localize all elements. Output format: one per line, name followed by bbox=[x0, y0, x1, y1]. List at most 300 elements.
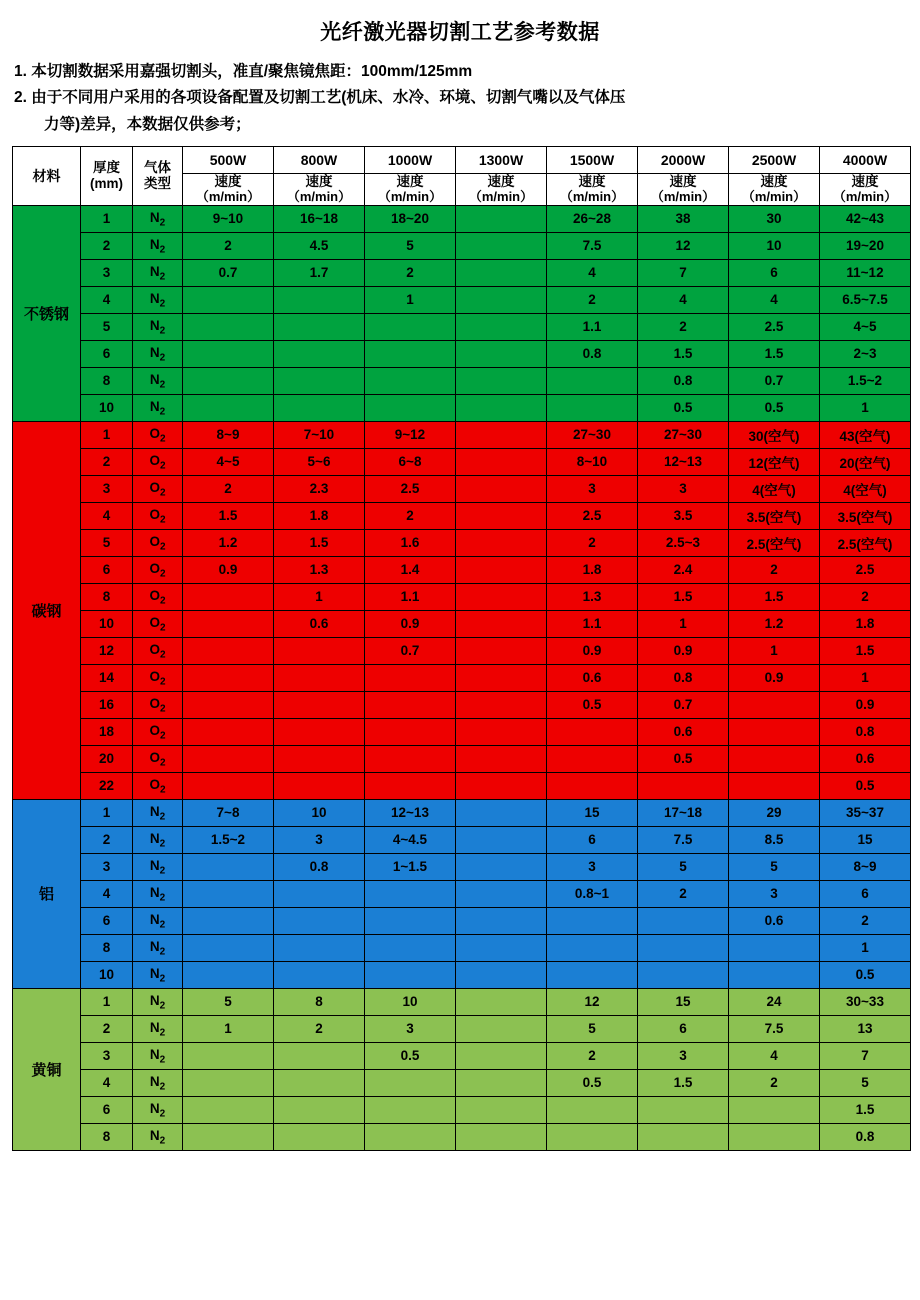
speed-cell-500w bbox=[183, 394, 274, 421]
speed-cell-2500w bbox=[729, 745, 820, 772]
speed-cell-2500w: 24 bbox=[729, 988, 820, 1015]
speed-cell-2000w: 0.5 bbox=[638, 394, 729, 421]
speed-cell-1300w bbox=[456, 880, 547, 907]
speed-cell-500w bbox=[183, 313, 274, 340]
speed-cell-2500w bbox=[729, 691, 820, 718]
table-row bbox=[13, 880, 911, 907]
header-power-1300w: 1300W bbox=[456, 146, 547, 173]
speed-cell-1500w: 7.5 bbox=[547, 232, 638, 259]
speed-cell-500w bbox=[183, 1042, 274, 1069]
speed-unit: （m/min） bbox=[832, 188, 898, 204]
gas-cell: $N_2$ bbox=[133, 394, 183, 421]
speed-cell-2500w bbox=[729, 934, 820, 961]
thickness-cell: 8 bbox=[81, 367, 133, 394]
speed-cell-4000w: 4~5 bbox=[820, 313, 911, 340]
gas-cell: $N_2$ bbox=[133, 205, 183, 232]
gas-cell: $O_2$ bbox=[133, 556, 183, 583]
speed-cell-1300w bbox=[456, 583, 547, 610]
speed-cell-2500w: 4 bbox=[729, 1042, 820, 1069]
thickness-cell: 3 bbox=[81, 1042, 133, 1069]
speed-cell-4000w: 20(空气) bbox=[820, 448, 911, 475]
table-row bbox=[13, 1123, 911, 1150]
speed-cell-800w: 2.3 bbox=[274, 475, 365, 502]
gas-cell: $N_2$ bbox=[133, 934, 183, 961]
speed-cell-2500w: 5 bbox=[729, 853, 820, 880]
table-row bbox=[13, 907, 911, 934]
speed-cell-2000w: 1.5 bbox=[638, 583, 729, 610]
table-row bbox=[13, 745, 911, 772]
speed-cell-4000w: 4(空气) bbox=[820, 475, 911, 502]
speed-cell-2000w: 7 bbox=[638, 259, 729, 286]
speed-cell-1500w: 3 bbox=[547, 475, 638, 502]
thickness-cell: 14 bbox=[81, 664, 133, 691]
table-row bbox=[13, 259, 911, 286]
speed-cell-500w bbox=[183, 367, 274, 394]
speed-cell-1300w bbox=[456, 367, 547, 394]
speed-cell-2000w: 0.7 bbox=[638, 691, 729, 718]
speed-cell-4000w: 3.5(空气) bbox=[820, 502, 911, 529]
table-row bbox=[13, 772, 911, 799]
speed-cell-1500w bbox=[547, 745, 638, 772]
speed-unit: （m/min） bbox=[559, 188, 625, 204]
speed-cell-500w bbox=[183, 745, 274, 772]
speed-cell-2000w: 0.8 bbox=[638, 367, 729, 394]
speed-cell-1500w: 2.5 bbox=[547, 502, 638, 529]
gas-cell: $N_2$ bbox=[133, 988, 183, 1015]
speed-cell-4000w: 11~12 bbox=[820, 259, 911, 286]
table-row bbox=[13, 313, 911, 340]
header-gas-line1: 气体 bbox=[144, 159, 171, 175]
speed-cell-2500w: 1.5 bbox=[729, 340, 820, 367]
speed-cell-2500w: 7.5 bbox=[729, 1015, 820, 1042]
thickness-cell: 2 bbox=[81, 1015, 133, 1042]
speed-cell-500w bbox=[183, 664, 274, 691]
speed-cell-800w: 0.6 bbox=[274, 610, 365, 637]
speed-cell-2500w: 8.5 bbox=[729, 826, 820, 853]
speed-cell-1300w bbox=[456, 853, 547, 880]
table-row bbox=[13, 556, 911, 583]
speed-cell-1000w bbox=[365, 718, 456, 745]
speed-cell-800w bbox=[274, 394, 365, 421]
speed-unit: （m/min） bbox=[650, 188, 716, 204]
table-row bbox=[13, 286, 911, 313]
speed-cell-1300w bbox=[456, 313, 547, 340]
speed-cell-2500w: 29 bbox=[729, 799, 820, 826]
gas-cell: $O_2$ bbox=[133, 421, 183, 448]
table-row bbox=[13, 1096, 911, 1123]
speed-cell-800w bbox=[274, 907, 365, 934]
header-power-500w: 500W bbox=[183, 146, 274, 173]
speed-cell-1300w bbox=[456, 718, 547, 745]
speed-cell-1500w: 3 bbox=[547, 853, 638, 880]
thickness-cell: 4 bbox=[81, 502, 133, 529]
speed-cell-1500w: 0.5 bbox=[547, 691, 638, 718]
speed-unit: （m/min） bbox=[195, 188, 261, 204]
speed-cell-500w: 1.5~2 bbox=[183, 826, 274, 853]
table-row bbox=[13, 988, 911, 1015]
speed-cell-800w bbox=[274, 1123, 365, 1150]
speed-cell-1500w bbox=[547, 718, 638, 745]
speed-cell-2000w: 3 bbox=[638, 1042, 729, 1069]
thickness-cell: 8 bbox=[81, 1123, 133, 1150]
table-row bbox=[13, 853, 911, 880]
speed-cell-1300w bbox=[456, 664, 547, 691]
table-row bbox=[13, 421, 911, 448]
gas-cell: $N_2$ bbox=[133, 340, 183, 367]
speed-cell-500w: 7~8 bbox=[183, 799, 274, 826]
speed-label: 速度 bbox=[669, 173, 697, 189]
thickness-cell: 10 bbox=[81, 394, 133, 421]
header-speed-2000w bbox=[638, 173, 729, 205]
speed-cell-4000w: 2 bbox=[820, 907, 911, 934]
gas-cell: $O_2$ bbox=[133, 502, 183, 529]
speed-cell-800w: 0.8 bbox=[274, 853, 365, 880]
speed-cell-500w bbox=[183, 1069, 274, 1096]
speed-cell-1500w bbox=[547, 934, 638, 961]
table-row bbox=[13, 961, 911, 988]
speed-cell-4000w: 15 bbox=[820, 826, 911, 853]
table-row bbox=[13, 610, 911, 637]
speed-cell-1300w bbox=[456, 259, 547, 286]
gas-cell: $N_2$ bbox=[133, 367, 183, 394]
speed-cell-500w bbox=[183, 853, 274, 880]
header-speed-2500w bbox=[729, 173, 820, 205]
header-power-2000w: 2000W bbox=[638, 146, 729, 173]
speed-cell-800w: 1.3 bbox=[274, 556, 365, 583]
speed-cell-2000w bbox=[638, 934, 729, 961]
cutting-parameters-table bbox=[12, 146, 911, 1151]
speed-cell-800w: 16~18 bbox=[274, 205, 365, 232]
speed-cell-4000w: 6 bbox=[820, 880, 911, 907]
speed-cell-2000w: 5 bbox=[638, 853, 729, 880]
gas-cell: $N_2$ bbox=[133, 1069, 183, 1096]
speed-cell-500w bbox=[183, 583, 274, 610]
speed-cell-500w bbox=[183, 934, 274, 961]
speed-cell-2500w: 2 bbox=[729, 1069, 820, 1096]
speed-cell-1000w: 1 bbox=[365, 286, 456, 313]
note-2-cont: 力等)差异，本数据仅供参考； bbox=[44, 115, 251, 133]
speed-cell-1300w bbox=[456, 826, 547, 853]
gas-cell: $N_2$ bbox=[133, 259, 183, 286]
header-gas-line2: 类型 bbox=[144, 175, 171, 191]
speed-cell-4000w: 5 bbox=[820, 1069, 911, 1096]
speed-cell-1300w bbox=[456, 448, 547, 475]
speed-cell-1300w bbox=[456, 340, 547, 367]
speed-cell-1300w bbox=[456, 988, 547, 1015]
speed-cell-4000w: 0.8 bbox=[820, 1123, 911, 1150]
speed-cell-2500w bbox=[729, 1096, 820, 1123]
thickness-cell: 12 bbox=[81, 637, 133, 664]
speed-cell-1300w bbox=[456, 934, 547, 961]
speed-cell-2500w: 12(空气) bbox=[729, 448, 820, 475]
gas-cell: $N_2$ bbox=[133, 1042, 183, 1069]
speed-label: 速度 bbox=[214, 173, 242, 189]
speed-cell-4000w: 1.5~2 bbox=[820, 367, 911, 394]
speed-cell-2000w: 6 bbox=[638, 1015, 729, 1042]
speed-cell-2000w: 0.6 bbox=[638, 718, 729, 745]
speed-cell-1500w: 1.1 bbox=[547, 610, 638, 637]
table-row bbox=[13, 367, 911, 394]
speed-unit: （m/min） bbox=[286, 188, 352, 204]
speed-cell-4000w: 1 bbox=[820, 664, 911, 691]
speed-cell-1500w: 0.6 bbox=[547, 664, 638, 691]
gas-cell: $O_2$ bbox=[133, 664, 183, 691]
speed-cell-500w: 2 bbox=[183, 475, 274, 502]
speed-cell-1500w: 26~28 bbox=[547, 205, 638, 232]
table-row bbox=[13, 718, 911, 745]
speed-cell-4000w: 1 bbox=[820, 394, 911, 421]
speed-cell-500w bbox=[183, 637, 274, 664]
speed-cell-1000w bbox=[365, 340, 456, 367]
speed-cell-1000w: 4~4.5 bbox=[365, 826, 456, 853]
speed-label: 速度 bbox=[487, 173, 515, 189]
speed-cell-1500w: 0.8~1 bbox=[547, 880, 638, 907]
table-row bbox=[13, 826, 911, 853]
speed-cell-2500w: 0.5 bbox=[729, 394, 820, 421]
thickness-cell: 4 bbox=[81, 880, 133, 907]
speed-cell-2000w bbox=[638, 1123, 729, 1150]
speed-cell-1300w bbox=[456, 1123, 547, 1150]
table-header bbox=[13, 146, 911, 205]
speed-cell-500w bbox=[183, 286, 274, 313]
speed-cell-1000w: 0.7 bbox=[365, 637, 456, 664]
speed-cell-1300w bbox=[456, 1069, 547, 1096]
gas-cell: $O_2$ bbox=[133, 529, 183, 556]
speed-cell-800w: 1 bbox=[274, 583, 365, 610]
speed-cell-500w: 1 bbox=[183, 1015, 274, 1042]
speed-cell-2500w: 3.5(空气) bbox=[729, 502, 820, 529]
table-row bbox=[13, 583, 911, 610]
speed-cell-4000w: 0.5 bbox=[820, 772, 911, 799]
gas-cell: $N_2$ bbox=[133, 232, 183, 259]
speed-cell-1500w: 0.8 bbox=[547, 340, 638, 367]
speed-cell-2000w bbox=[638, 961, 729, 988]
speed-cell-800w bbox=[274, 772, 365, 799]
speed-cell-800w: 1.5 bbox=[274, 529, 365, 556]
speed-cell-4000w: 6.5~7.5 bbox=[820, 286, 911, 313]
thickness-cell: 6 bbox=[81, 907, 133, 934]
speed-cell-1500w: 5 bbox=[547, 1015, 638, 1042]
speed-cell-1300w bbox=[456, 1015, 547, 1042]
speed-cell-500w bbox=[183, 1096, 274, 1123]
speed-cell-500w bbox=[183, 772, 274, 799]
speed-cell-2500w: 2.5(空气) bbox=[729, 529, 820, 556]
speed-cell-1300w bbox=[456, 475, 547, 502]
thickness-cell: 4 bbox=[81, 286, 133, 313]
speed-cell-500w bbox=[183, 340, 274, 367]
speed-cell-2000w: 0.5 bbox=[638, 745, 729, 772]
header-thickness-line2: (mm) bbox=[90, 175, 123, 191]
speed-cell-2500w: 0.9 bbox=[729, 664, 820, 691]
gas-cell: $N_2$ bbox=[133, 880, 183, 907]
speed-cell-800w: 1.8 bbox=[274, 502, 365, 529]
speed-cell-500w bbox=[183, 961, 274, 988]
speed-cell-1500w: 27~30 bbox=[547, 421, 638, 448]
speed-cell-2000w: 3.5 bbox=[638, 502, 729, 529]
speed-cell-2000w bbox=[638, 1096, 729, 1123]
speed-cell-500w bbox=[183, 1123, 274, 1150]
table-body bbox=[13, 205, 911, 1150]
speed-cell-2000w: 12~13 bbox=[638, 448, 729, 475]
speed-cell-1500w: 2 bbox=[547, 286, 638, 313]
thickness-cell: 2 bbox=[81, 826, 133, 853]
speed-cell-1000w bbox=[365, 907, 456, 934]
speed-cell-2000w: 1 bbox=[638, 610, 729, 637]
header-speed-500w bbox=[183, 173, 274, 205]
notes-block bbox=[14, 60, 908, 136]
speed-cell-4000w: 2~3 bbox=[820, 340, 911, 367]
speed-cell-2000w: 2 bbox=[638, 313, 729, 340]
thickness-cell: 6 bbox=[81, 340, 133, 367]
table-row bbox=[13, 664, 911, 691]
speed-cell-1300w bbox=[456, 232, 547, 259]
speed-cell-1300w bbox=[456, 610, 547, 637]
speed-cell-1500w bbox=[547, 367, 638, 394]
speed-cell-1300w bbox=[456, 1096, 547, 1123]
speed-cell-1000w bbox=[365, 394, 456, 421]
gas-cell: $O_2$ bbox=[133, 745, 183, 772]
header-speed-1300w bbox=[456, 173, 547, 205]
material-cell: 铝 bbox=[13, 799, 81, 988]
speed-cell-1000w bbox=[365, 772, 456, 799]
thickness-cell: 1 bbox=[81, 799, 133, 826]
thickness-cell: 3 bbox=[81, 475, 133, 502]
speed-cell-2000w bbox=[638, 772, 729, 799]
speed-cell-1500w bbox=[547, 961, 638, 988]
speed-cell-2500w bbox=[729, 718, 820, 745]
speed-cell-4000w: 0.9 bbox=[820, 691, 911, 718]
speed-cell-800w: 8 bbox=[274, 988, 365, 1015]
gas-cell: $O_2$ bbox=[133, 583, 183, 610]
speed-cell-1300w bbox=[456, 772, 547, 799]
table-row bbox=[13, 691, 911, 718]
speed-cell-1500w bbox=[547, 772, 638, 799]
table-row bbox=[13, 475, 911, 502]
speed-cell-2000w: 27~30 bbox=[638, 421, 729, 448]
speed-cell-1500w bbox=[547, 1123, 638, 1150]
speed-label: 速度 bbox=[578, 173, 606, 189]
speed-cell-2500w bbox=[729, 772, 820, 799]
speed-cell-1000w bbox=[365, 691, 456, 718]
speed-unit: （m/min） bbox=[468, 188, 534, 204]
speed-cell-4000w: 2 bbox=[820, 583, 911, 610]
speed-cell-800w bbox=[274, 745, 365, 772]
speed-cell-1000w: 2 bbox=[365, 259, 456, 286]
thickness-cell: 5 bbox=[81, 529, 133, 556]
speed-cell-800w bbox=[274, 961, 365, 988]
thickness-cell: 1 bbox=[81, 988, 133, 1015]
speed-cell-2500w: 1.5 bbox=[729, 583, 820, 610]
speed-cell-1300w bbox=[456, 529, 547, 556]
speed-cell-2000w: 0.9 bbox=[638, 637, 729, 664]
header-power-1000w: 1000W bbox=[365, 146, 456, 173]
page-title: 光纤激光器切割工艺参考数据 bbox=[320, 21, 600, 44]
speed-cell-1300w bbox=[456, 691, 547, 718]
speed-cell-1000w: 10 bbox=[365, 988, 456, 1015]
speed-cell-2500w: 1.2 bbox=[729, 610, 820, 637]
speed-cell-1300w bbox=[456, 907, 547, 934]
material-cell: 碳钢 bbox=[13, 421, 81, 799]
gas-cell: $N_2$ bbox=[133, 853, 183, 880]
table-row bbox=[13, 448, 911, 475]
speed-cell-500w bbox=[183, 691, 274, 718]
speed-cell-1500w: 15 bbox=[547, 799, 638, 826]
speed-cell-1300w bbox=[456, 502, 547, 529]
thickness-cell: 10 bbox=[81, 610, 133, 637]
speed-cell-1000w: 6~8 bbox=[365, 448, 456, 475]
gas-cell: $N_2$ bbox=[133, 1096, 183, 1123]
gas-cell: $N_2$ bbox=[133, 961, 183, 988]
speed-cell-2500w: 0.7 bbox=[729, 367, 820, 394]
header-power-800w: 800W bbox=[274, 146, 365, 173]
speed-cell-1500w bbox=[547, 1096, 638, 1123]
speed-cell-800w: 1.7 bbox=[274, 259, 365, 286]
thickness-cell: 2 bbox=[81, 232, 133, 259]
gas-cell: $O_2$ bbox=[133, 475, 183, 502]
speed-label: 速度 bbox=[851, 173, 879, 189]
speed-cell-1300w bbox=[456, 961, 547, 988]
speed-cell-1300w bbox=[456, 421, 547, 448]
speed-cell-4000w: 7 bbox=[820, 1042, 911, 1069]
thickness-cell: 3 bbox=[81, 259, 133, 286]
speed-cell-500w: 9~10 bbox=[183, 205, 274, 232]
speed-cell-1000w: 1.4 bbox=[365, 556, 456, 583]
speed-cell-2500w: 2.5 bbox=[729, 313, 820, 340]
speed-cell-1300w bbox=[456, 637, 547, 664]
speed-cell-800w bbox=[274, 313, 365, 340]
speed-cell-500w bbox=[183, 880, 274, 907]
speed-cell-800w: 10 bbox=[274, 799, 365, 826]
speed-cell-500w: 8~9 bbox=[183, 421, 274, 448]
material-cell: 黄铜 bbox=[13, 988, 81, 1150]
speed-cell-4000w: 0.6 bbox=[820, 745, 911, 772]
thickness-cell: 2 bbox=[81, 448, 133, 475]
speed-cell-1000w: 12~13 bbox=[365, 799, 456, 826]
speed-cell-1000w bbox=[365, 961, 456, 988]
speed-cell-800w: 4.5 bbox=[274, 232, 365, 259]
speed-cell-1300w bbox=[456, 205, 547, 232]
gas-cell: $N_2$ bbox=[133, 826, 183, 853]
speed-cell-2000w: 3 bbox=[638, 475, 729, 502]
speed-cell-800w: 5~6 bbox=[274, 448, 365, 475]
speed-cell-800w bbox=[274, 1042, 365, 1069]
speed-cell-800w: 7~10 bbox=[274, 421, 365, 448]
speed-cell-1300w bbox=[456, 286, 547, 313]
speed-cell-800w bbox=[274, 1096, 365, 1123]
speed-cell-500w bbox=[183, 907, 274, 934]
table-row bbox=[13, 1069, 911, 1096]
speed-cell-1300w bbox=[456, 745, 547, 772]
table-row bbox=[13, 232, 911, 259]
gas-cell: $N_2$ bbox=[133, 286, 183, 313]
gas-cell: $O_2$ bbox=[133, 610, 183, 637]
speed-cell-800w bbox=[274, 691, 365, 718]
table-header-row-power bbox=[13, 146, 911, 173]
speed-cell-800w bbox=[274, 880, 365, 907]
speed-cell-500w: 4~5 bbox=[183, 448, 274, 475]
table-row bbox=[13, 934, 911, 961]
speed-label: 速度 bbox=[305, 173, 333, 189]
speed-cell-2000w: 1.5 bbox=[638, 1069, 729, 1096]
speed-cell-500w bbox=[183, 610, 274, 637]
speed-cell-1500w bbox=[547, 907, 638, 934]
speed-cell-2000w: 15 bbox=[638, 988, 729, 1015]
speed-cell-1000w: 2 bbox=[365, 502, 456, 529]
speed-label: 速度 bbox=[760, 173, 788, 189]
speed-unit: （m/min） bbox=[377, 188, 443, 204]
speed-cell-500w: 2 bbox=[183, 232, 274, 259]
speed-unit: （m/min） bbox=[741, 188, 807, 204]
